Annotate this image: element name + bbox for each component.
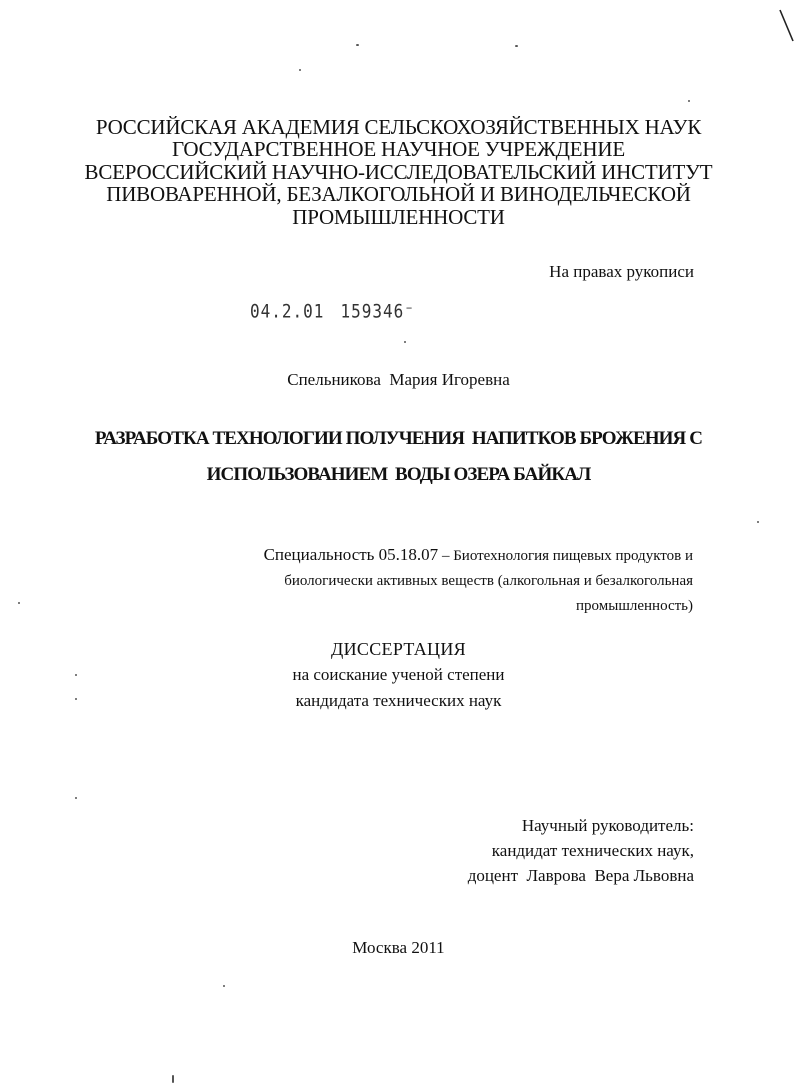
scan-speck <box>404 341 406 343</box>
supervisor-name: доцент Лаврова Вера Львовна <box>467 866 694 885</box>
scan-speck <box>356 44 359 46</box>
specialty-line: биологически активных веществ (алкогольная и безалкогольная <box>284 573 693 589</box>
scan-speck <box>172 1075 174 1083</box>
scan-speck <box>75 797 77 799</box>
city-year: Москва 2011 <box>352 938 445 957</box>
dissertation-title <box>0 421 797 493</box>
dissertation-heading: ДИССЕРТАЦИЯ <box>331 639 466 659</box>
institution-line: ГОСУДАРСТВЕННОЕ НАУЧНОЕ УЧРЕЖДЕНИЕ <box>172 137 625 162</box>
institution-line: ПИВОВАРЕННОЙ, БЕЗАЛКОГОЛЬНОЙ И ВИНОДЕЛЬЧЕСКОЙ <box>106 182 691 207</box>
supervisor-label: Научный руководитель: <box>521 816 694 835</box>
scan-speck <box>757 521 759 523</box>
scan-speck <box>18 602 20 604</box>
manuscript-rights-note: На правах рукописи <box>549 262 694 281</box>
specialty-line: промышленность) <box>576 598 693 614</box>
institution-header <box>0 116 797 228</box>
registration-stamp-number <box>250 300 415 322</box>
scan-speck <box>688 100 690 102</box>
degree-line: на соискание ученой степени <box>292 665 505 684</box>
specialty-block <box>133 542 693 619</box>
supervisor-block <box>468 813 694 888</box>
institution-line: ПРОМЫШЛЕННОСТИ <box>292 204 505 229</box>
scan-speck <box>299 69 301 71</box>
corner-scratch-mark <box>778 8 796 44</box>
scan-speck <box>223 985 225 987</box>
title-line: ИСПОЛЬЗОВАНИЕМ ВОДЫ ОЗЕРА БАЙКАЛ <box>206 464 591 485</box>
author-name: Спельникова Мария Игоревна <box>287 370 510 389</box>
stamp-mark: ⁻ <box>404 300 415 322</box>
institution-line: ВСЕРОССИЙСКИЙ НАУЧНО-ИССЛЕДОВАТЕЛЬСКИЙ ИНСТИТУТ <box>84 159 713 184</box>
institution-line: РОССИЙСКАЯ АКАДЕМИЯ СЕЛЬСКОХОЗЯЙСТВЕННЫХ НАУК <box>95 115 702 139</box>
stamp-code: 04.2.01 <box>250 300 325 322</box>
specialty-code: Специальность 05.18.07 <box>263 545 439 564</box>
stamp-number: 159346 <box>340 300 405 322</box>
specialty-line <box>133 542 693 569</box>
supervisor-degree: кандидат технических наук, <box>491 841 694 860</box>
specialty-name: – Биотехнология пищевых продуктов и <box>438 548 693 564</box>
scan-speck <box>515 45 518 47</box>
dissertation-block <box>0 636 797 714</box>
title-line: РАЗРАБОТКА ТЕХНОЛОГИИ ПОЛУЧЕНИЯ НАПИТКОВ БРОЖЕНИЯ С <box>94 428 703 449</box>
degree-line: кандидата технических наук <box>295 691 502 710</box>
